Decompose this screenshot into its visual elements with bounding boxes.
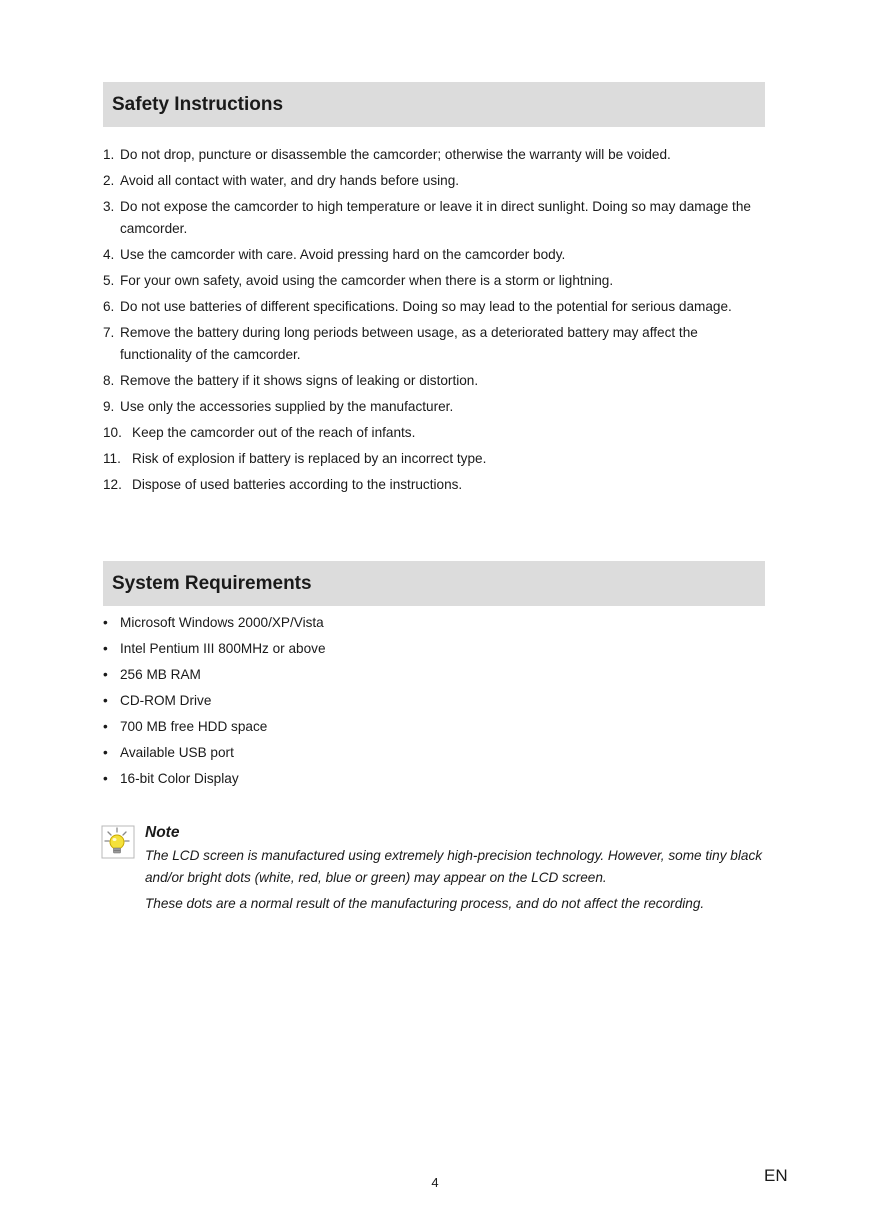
list-item	[103, 638, 763, 660]
list-item	[103, 296, 763, 318]
note-paragraph: The LCD screen is manufactured using extremely high-precision technology. However, some tiny black and/or bright dots (white, red, blue or green) may appear on the LCD screen.	[145, 848, 763, 885]
item-text: Available USB port	[120, 745, 234, 760]
bullet: •	[103, 771, 108, 786]
item-number: 9.	[103, 399, 115, 414]
item-number: 7.	[103, 325, 115, 340]
lightbulb-icon	[101, 825, 135, 859]
system-requirements-heading: System Requirements	[103, 561, 765, 606]
safety-instructions-list	[103, 144, 763, 500]
item-text: 700 MB free HDD space	[120, 719, 268, 734]
list-item	[103, 370, 763, 392]
list-item	[103, 716, 763, 738]
item-number: 8.	[103, 373, 115, 388]
item-text: 16-bit Color Display	[120, 771, 239, 786]
item-number: 2.	[103, 173, 115, 188]
bullet: •	[103, 745, 108, 760]
item-text: Dispose of used batteries according to the instructions.	[132, 477, 463, 492]
item-text: Keep the camcorder out of the reach of infants.	[132, 425, 416, 440]
item-number: 5.	[103, 273, 115, 288]
item-text: Use the camcorder with care. Avoid pressing hard on the camcorder body.	[120, 247, 566, 262]
item-text: Avoid all contact with water, and dry hands before using.	[120, 173, 460, 188]
list-item	[103, 742, 763, 764]
list-item	[103, 448, 763, 470]
item-number: 10.	[103, 425, 122, 440]
item-text: Do not use batteries of different specifications. Doing so may lead to the potential for serious damage.	[120, 299, 732, 314]
item-text: Remove the battery during long periods between usage, as a deteriorated battery may affect the functionality of the camcorder.	[120, 325, 698, 362]
bullet: •	[103, 667, 108, 682]
item-number: 1.	[103, 147, 115, 162]
list-item	[103, 144, 763, 166]
item-text: Risk of explosion if battery is replaced by an incorrect type.	[132, 451, 487, 466]
list-item	[103, 170, 763, 192]
list-item	[103, 270, 763, 292]
bullet: •	[103, 641, 108, 656]
bullet: •	[103, 693, 108, 708]
list-item	[103, 664, 763, 686]
system-requirements-list	[103, 612, 763, 794]
list-item	[103, 474, 763, 496]
safety-instructions-heading: Safety Instructions	[103, 82, 765, 127]
list-item	[103, 244, 763, 266]
note-title: Note	[145, 824, 180, 841]
bullet: •	[103, 719, 108, 734]
item-number: 3.	[103, 199, 115, 214]
item-text: Do not drop, puncture or disassemble the camcorder; otherwise the warranty will be voided.	[120, 147, 671, 162]
list-item	[103, 690, 763, 712]
item-text: Remove the battery if it shows signs of leaking or distortion.	[120, 373, 479, 388]
item-text: Use only the accessories supplied by the manufacturer.	[120, 399, 454, 414]
item-text: For your own safety, avoid using the camcorder when there is a storm or lightning.	[120, 273, 614, 288]
item-number: 6.	[103, 299, 115, 314]
language-code: EN	[764, 1166, 788, 1185]
note-paragraph: These dots are a normal result of the manufacturing process, and do not affect the recording.	[145, 896, 705, 911]
item-number: 11.	[103, 451, 121, 466]
item-number: 4.	[103, 247, 115, 262]
item-text: Do not expose the camcorder to high temperature or leave it in direct sunlight. Doing so may damage the camcorder.	[120, 199, 751, 236]
list-item	[103, 322, 763, 366]
item-number: 12.	[103, 477, 122, 492]
item-text: Intel Pentium III 800MHz or above	[120, 641, 326, 656]
item-text: CD-ROM Drive	[120, 693, 212, 708]
list-item	[103, 612, 763, 634]
item-text: 256 MB RAM	[120, 667, 201, 682]
list-item	[103, 396, 763, 418]
list-item	[103, 768, 763, 790]
bullet: •	[103, 615, 108, 630]
list-item	[103, 196, 763, 240]
page-number: 4	[431, 1175, 439, 1190]
item-text: Microsoft Windows 2000/XP/Vista	[120, 615, 324, 630]
note-body	[145, 845, 765, 919]
list-item	[103, 422, 763, 444]
